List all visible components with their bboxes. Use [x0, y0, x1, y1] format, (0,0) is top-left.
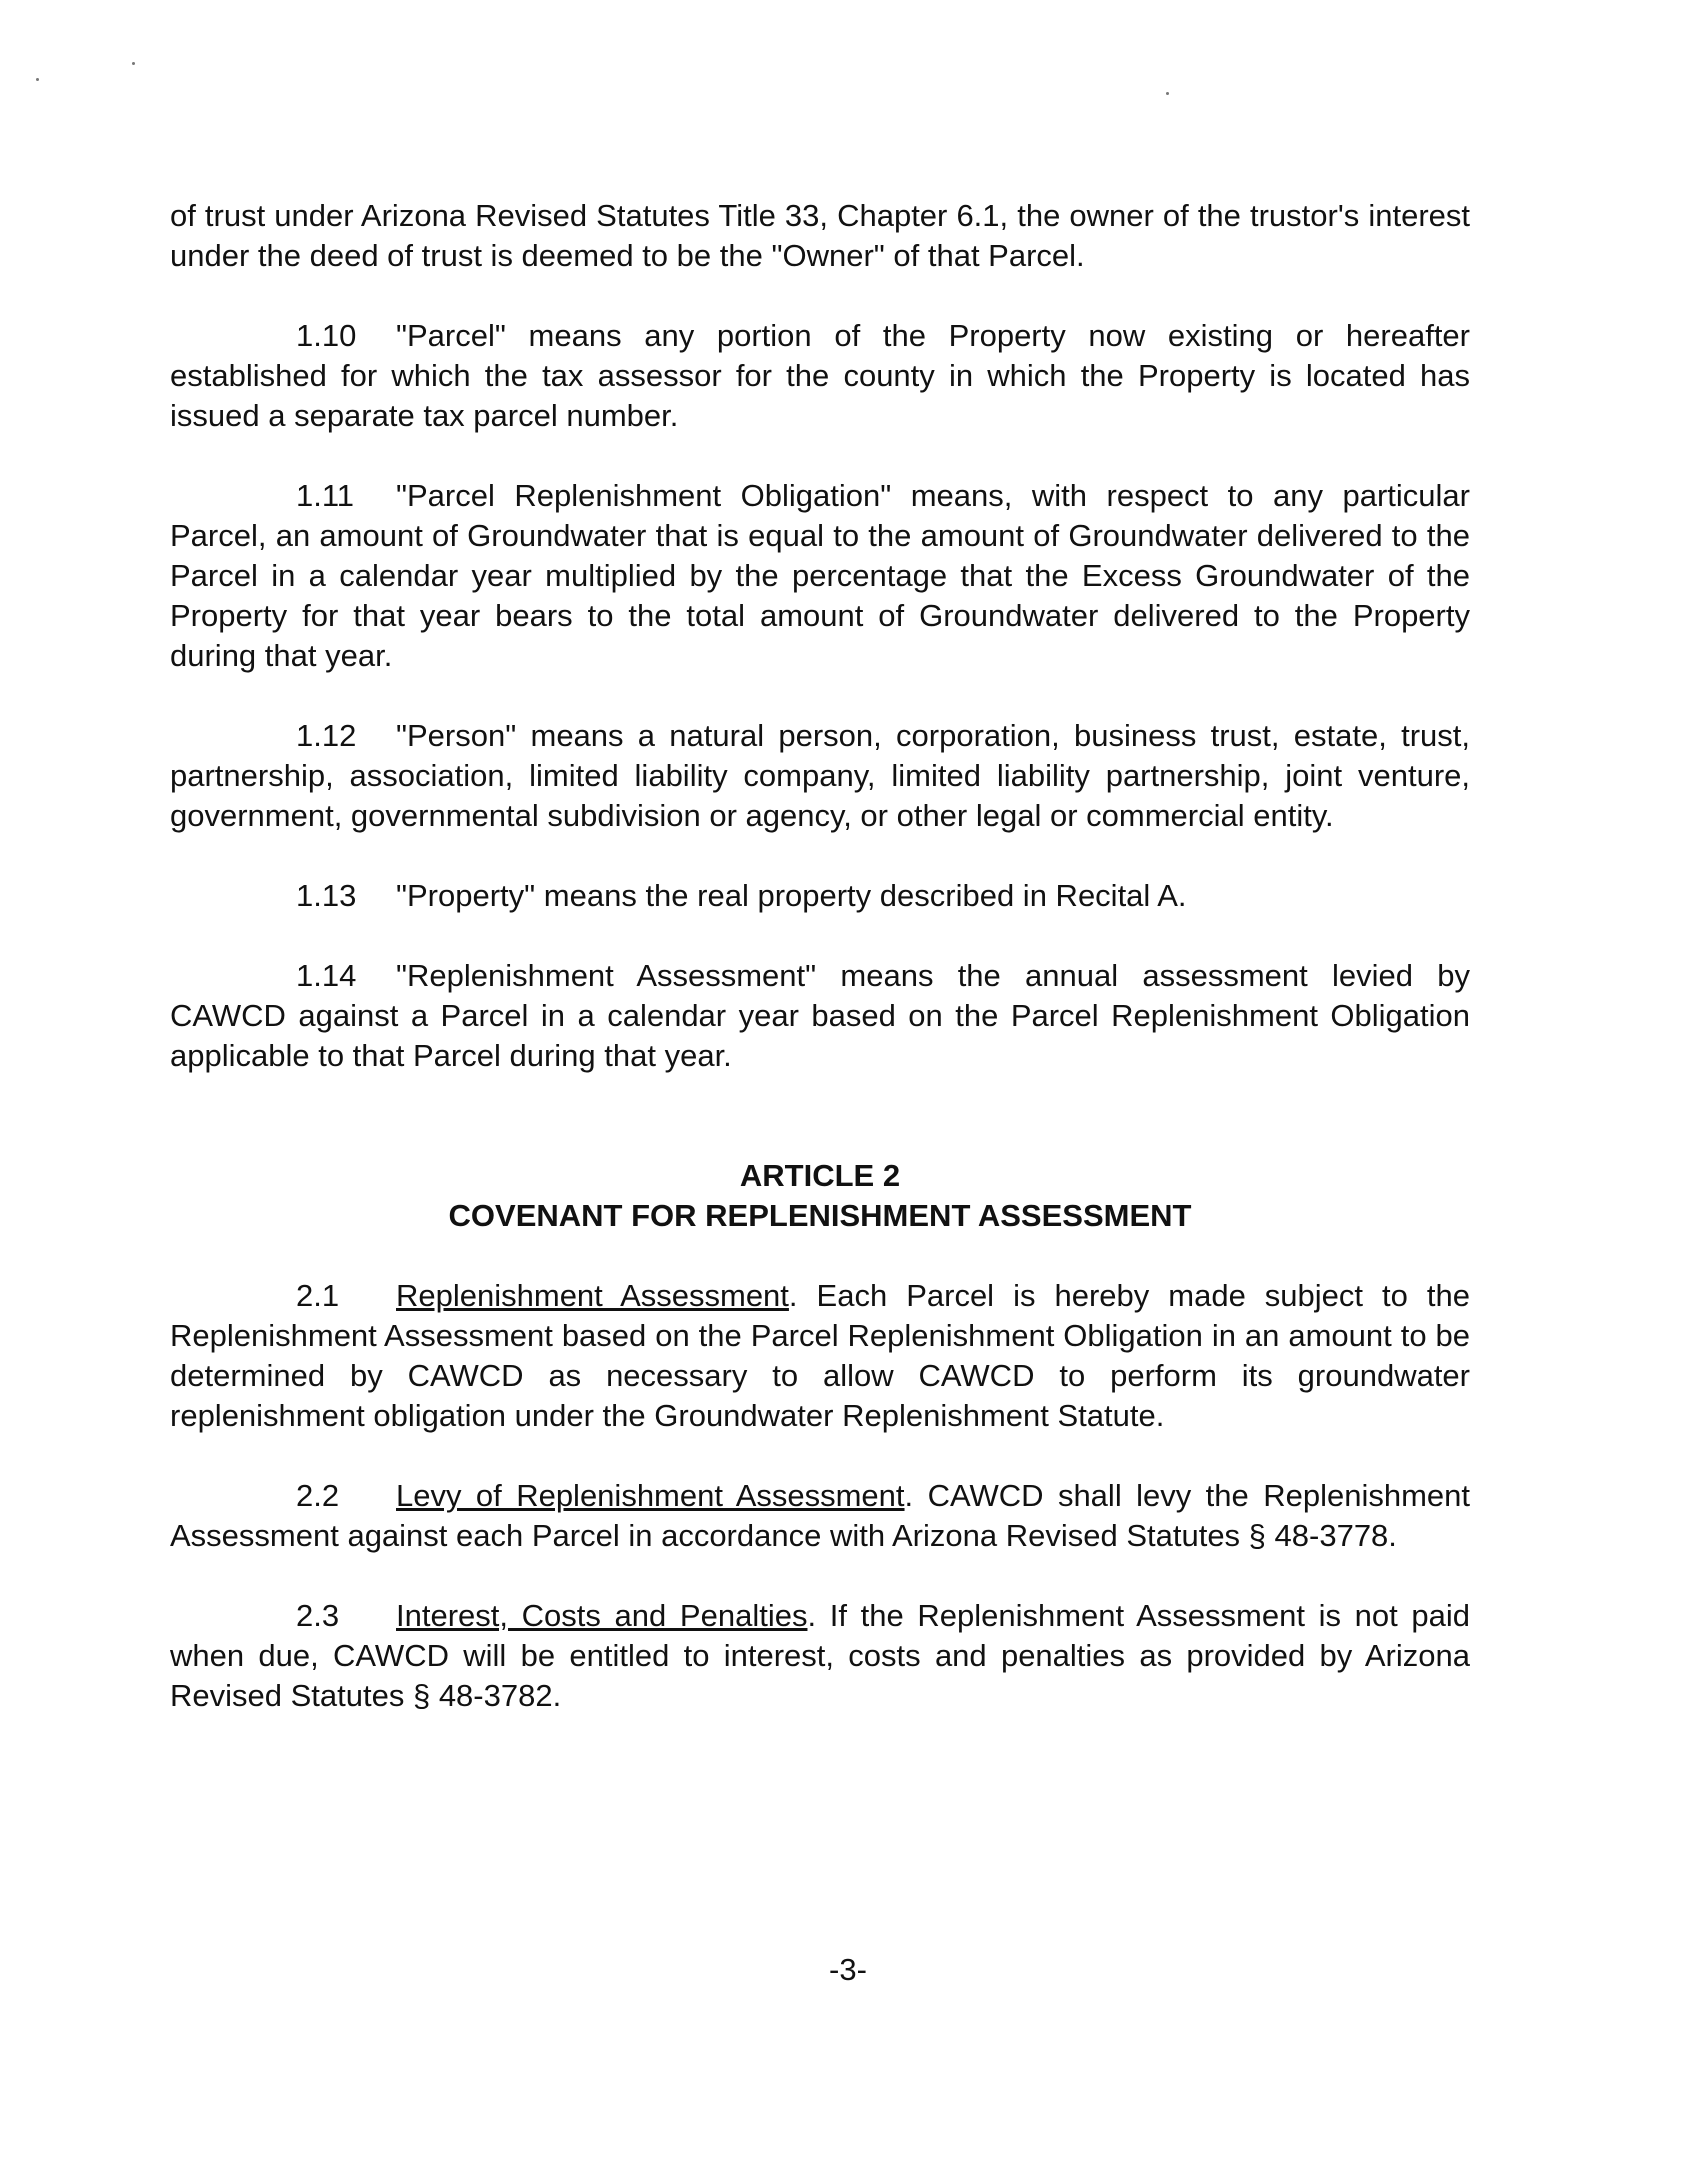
definition-text: "Property" means the real property described in Recital A. — [396, 878, 1187, 913]
definition-text: "Replenishment Assessment" means the annual assessment levied by CAWCD against a Parcel in a calendar year based on the Parcel Replenishment Obligation applicable to that Parcel during that year. — [170, 958, 1470, 1073]
section-2-3 — [170, 1596, 1470, 1716]
section-number: 2.1 — [296, 1278, 340, 1313]
page-number: -3- — [829, 1952, 867, 1987]
definition-1-12 — [170, 716, 1470, 836]
section-heading: Interest, Costs and Penalties — [396, 1598, 808, 1633]
scan-speck — [36, 78, 39, 81]
article-title: COVENANT FOR REPLENISHMENT ASSESSMENT — [448, 1198, 1192, 1233]
scan-speck — [132, 62, 135, 65]
article-number: ARTICLE 2 — [739, 1158, 901, 1193]
definition-1-10 — [170, 316, 1470, 436]
definition-text: "Parcel Replenishment Obligation" means, with respect to any particular Parcel, an amount of Groundwater that is equal to the amount of Groundwater delivered to the Parcel in a calendar year multiplied by the percentage that the Excess Groundwater of the Property for that year bears to the total amount of Groundwater delivered to the Property during that year. — [170, 478, 1470, 673]
definition-number: 1.14 — [296, 958, 357, 993]
definition-number: 1.12 — [296, 718, 357, 753]
definition-number: 1.11 — [296, 478, 355, 513]
scan-speck — [1166, 92, 1169, 95]
definition-number: 1.10 — [296, 318, 357, 353]
section-heading: Levy of Replenishment Assessment — [396, 1478, 905, 1513]
section-2-2 — [170, 1476, 1470, 1556]
definition-number: 1.13 — [296, 878, 357, 913]
section-text: . If the Replenishment Assessment is not paid when due, CAWCD will be entitled to interest, costs and penalties as provided by Arizona Revised Statutes § 48-3782. — [170, 1598, 1470, 1713]
definition-text: "Person" means a natural person, corporation, business trust, estate, trust, partnership, association, limited liability company, limited liability partnership, joint venture, government, governmental subdivision or agency, or other legal or commercial entity. — [170, 718, 1470, 833]
section-text: . Each Parcel is hereby made subject to the Replenishment Assessment based on the Parcel Replenishment Obligation in an amount to be determined by CAWCD as necessary to allow CAWCD to perform its groundwater replenishment obligation under the Groundwater Replenishment Statute. — [170, 1278, 1470, 1433]
continuation-paragraph: of trust under Arizona Revised Statutes Title 33, Chapter 6.1, the owner of the trustor's interest under the deed of trust is deemed to be the "Owner" of that Parcel. — [170, 198, 1470, 273]
definition-1-11 — [170, 476, 1470, 676]
section-2-1 — [170, 1276, 1470, 1436]
definition-1-14 — [170, 956, 1470, 1076]
section-heading: Replenishment Assessment — [396, 1278, 789, 1313]
section-number: 2.3 — [296, 1598, 340, 1633]
section-number: 2.2 — [296, 1478, 340, 1513]
section-text: . CAWCD shall levy the Replenishment Assessment against each Parcel in accordance with Arizona Revised Statutes § 48-3778. — [170, 1478, 1470, 1553]
definition-text: "Parcel" means any portion of the Property now existing or hereafter established for which the tax assessor for the county in which the Property is located has issued a separate tax parcel number. — [170, 318, 1470, 433]
definition-1-13 — [170, 876, 1470, 916]
